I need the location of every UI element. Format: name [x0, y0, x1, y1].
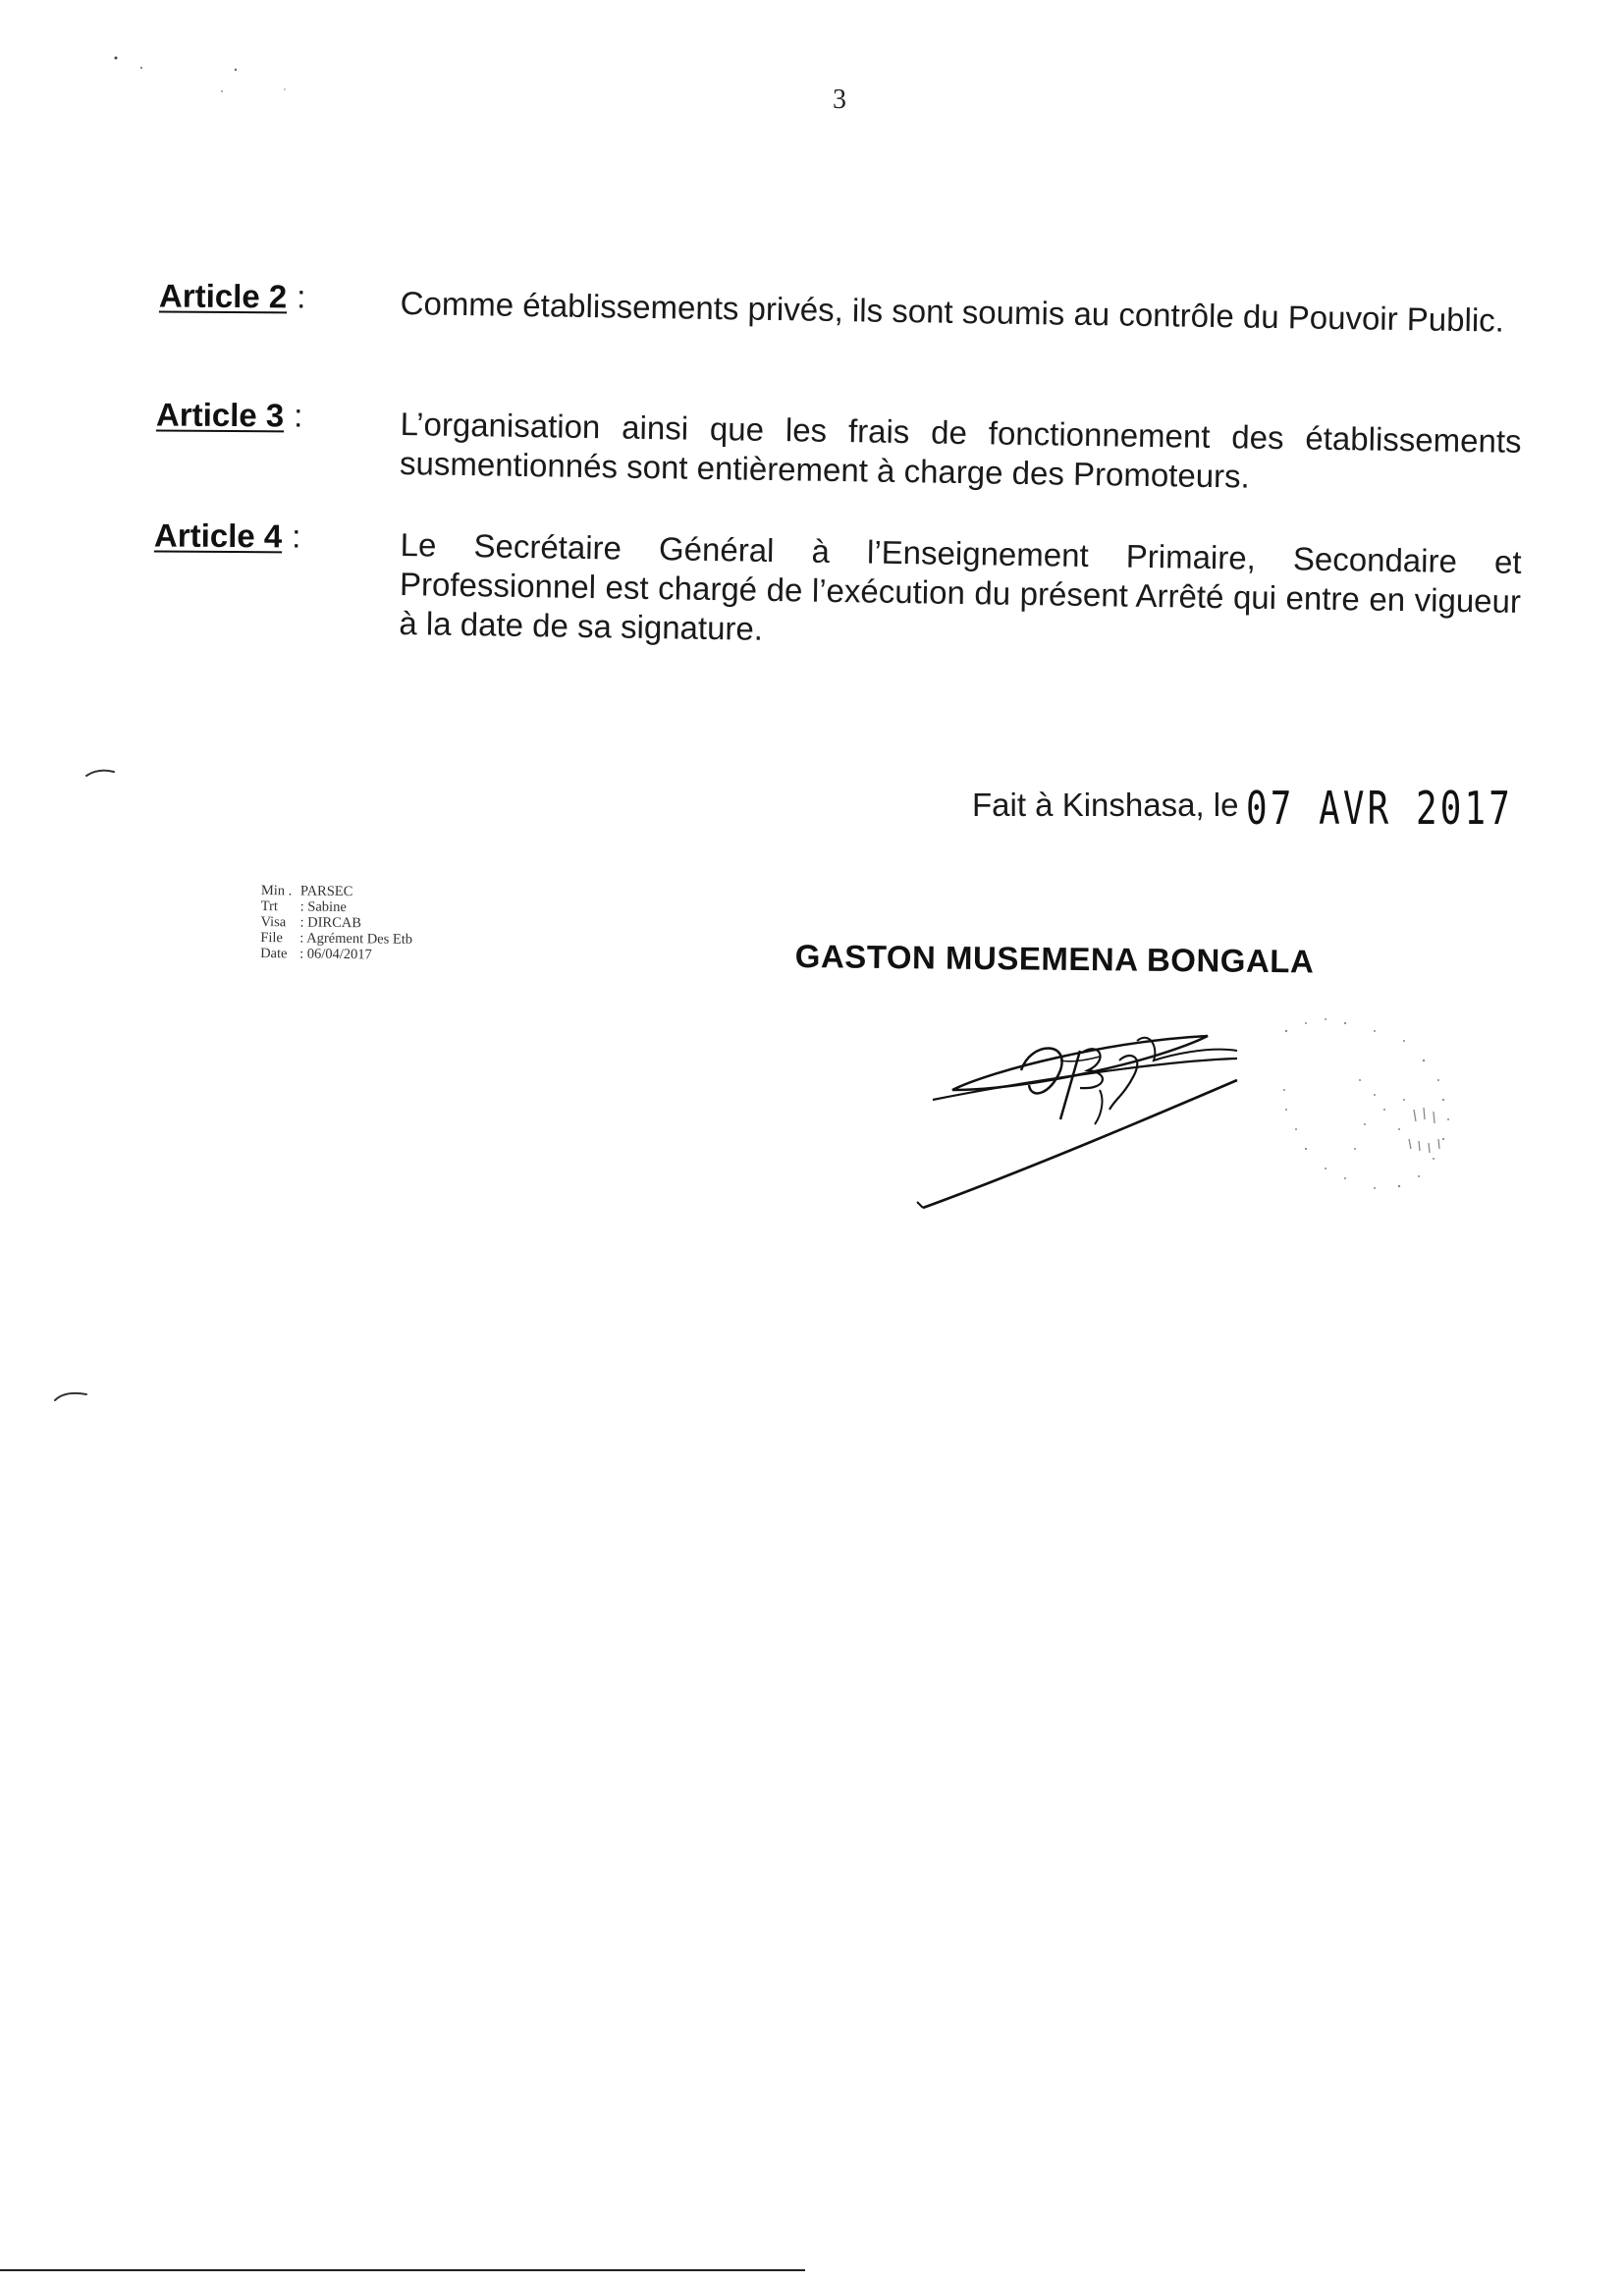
- reference-value: : 06/04/2017: [299, 946, 372, 963]
- signatory-name: GASTON MUSEMENA BONGALA: [794, 938, 1315, 980]
- reference-row: [261, 898, 413, 916]
- reference-row: [260, 946, 412, 963]
- article-colon: :: [292, 517, 301, 555]
- reference-key: Visa: [260, 913, 287, 931]
- article-label: [156, 396, 303, 434]
- reference-key: File: [260, 929, 283, 947]
- reference-value: : Agrément Des Etb: [299, 930, 413, 948]
- reference-key: Trt: [260, 897, 279, 915]
- signature-icon: [913, 1002, 1502, 1227]
- reference-row: [260, 930, 412, 948]
- reference-key: Date: [260, 945, 288, 962]
- scan-edge-line: [0, 2269, 805, 2271]
- reference-value: PARSEC: [299, 883, 353, 900]
- scan-speck-marks: [106, 54, 302, 108]
- article-number: Article 2: [158, 277, 288, 315]
- article-text: L’organisation ainsi que les frais de fonctionnement des établissements susmentionnés sont entièrement à charge des Promoteurs.: [399, 405, 1522, 495]
- page-number: 3: [833, 84, 846, 115]
- margin-mark-top: [84, 766, 118, 785]
- article-colon: :: [294, 397, 303, 434]
- margin-mark-bottom: [53, 1386, 92, 1411]
- place-and-date: [972, 774, 1589, 835]
- article-label: [154, 516, 301, 555]
- reference-value: : Sabine: [299, 898, 347, 916]
- article-number: Article 3: [155, 396, 285, 434]
- reference-key: Min .: [260, 883, 293, 899]
- place-text: Fait à Kinshasa, le: [972, 787, 1239, 823]
- reference-row: [260, 914, 412, 932]
- article-colon: :: [297, 278, 306, 315]
- article-text: Comme établissements privés, ils sont soumis au contrôle du Pouvoir Public.: [400, 284, 1505, 339]
- date-stamp: 07 AVR 2017: [1246, 782, 1514, 835]
- reference-value: : DIRCAB: [299, 914, 362, 932]
- reference-row: [261, 883, 413, 900]
- article-number: Article 4: [153, 516, 283, 555]
- article-text: Le Secrétaire Général à l’Enseignement Primaire, Secondaire et Professionnel est chargé de l’exécution du présent Arrêté qui entre en vigueur à la date de sa signature.: [399, 525, 1522, 647]
- article-label: [159, 277, 306, 315]
- reference-block: [260, 883, 413, 963]
